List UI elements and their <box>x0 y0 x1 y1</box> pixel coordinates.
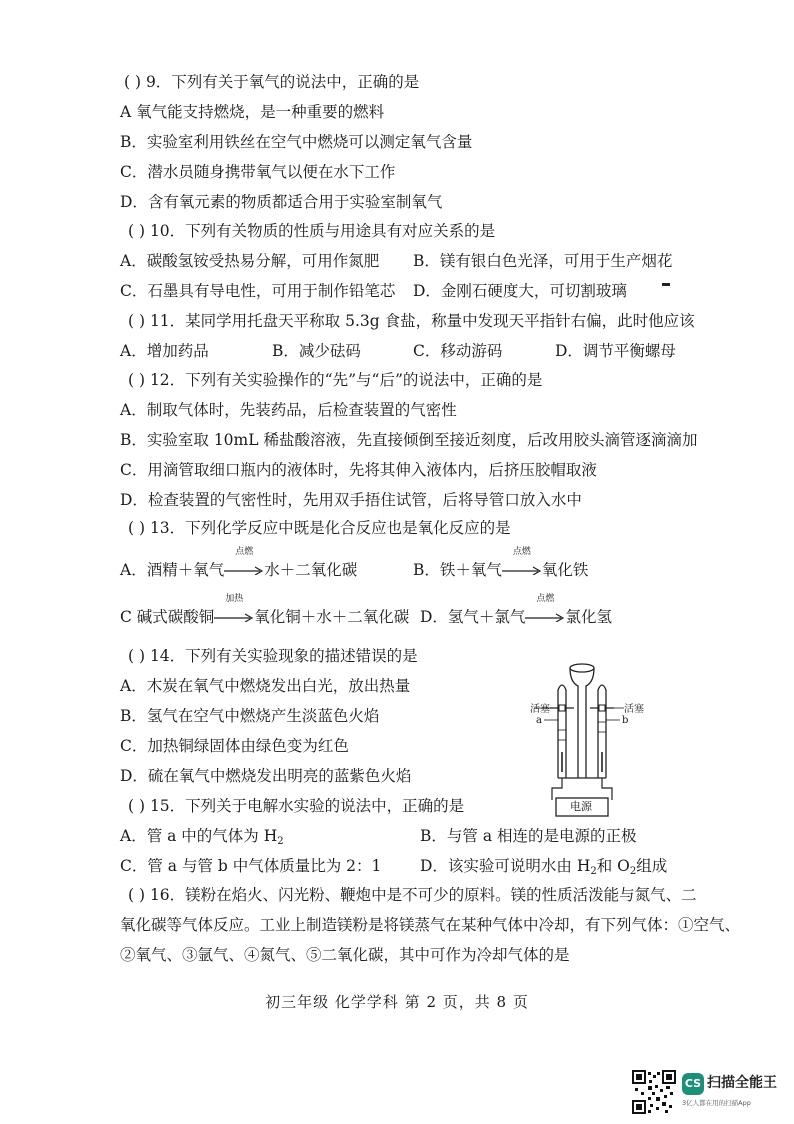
reaction-arrow-icon <box>525 612 565 622</box>
q11-option-d: D．调节平衡螺母 <box>555 342 676 360</box>
q13-b-reactants: B．铁＋氧气 <box>413 561 502 579</box>
q15-d-mid: 和 O <box>596 857 630 875</box>
q13-a-condition: 点燃 <box>235 547 254 557</box>
q16-line1: ( ) 16．镁粉在焰火、闪光粉、鞭炮中是不可少的原料。镁的性质活泼能与氮气、二 <box>128 886 697 904</box>
tube-a-label: a <box>536 715 542 726</box>
q15-option-d <box>420 856 667 882</box>
q9-option-c: C．潜水员随身携带氧气以便在水下工作 <box>120 163 396 181</box>
q15-a-text: A．管 a 中的气体为 H <box>120 827 278 845</box>
electrolysis-diagram <box>520 660 660 820</box>
reaction-arrow-icon <box>214 612 254 622</box>
scanner-app-name: 扫描全能王 <box>707 1075 777 1091</box>
q12-option-a: A．制取气体时，先装药品，后检查装置的气密性 <box>120 401 457 419</box>
reaction-arrow-icon <box>224 565 264 575</box>
tube-b-label: b <box>622 715 629 726</box>
q10-option-b: B．镁有银白色光泽，可用于生产烟花 <box>413 252 673 270</box>
q14-option-c: C．加热铜绿固体由绿色变为红色 <box>120 737 349 755</box>
q13-option-c <box>120 594 410 627</box>
q12-option-d: D．检查装置的气密性时，先用双手捂住试管，后将导管口放入水中 <box>120 491 582 509</box>
reaction-arrow-icon <box>502 565 542 575</box>
q13-c-arrow <box>214 594 254 627</box>
q9-stem: ( ) 9．下列有关于氧气的说法中，正确的是 <box>124 73 420 91</box>
q15-option-b: B．与管 a 相连的是电源的正极 <box>420 827 637 845</box>
left-valve-label: 活塞 <box>530 704 550 715</box>
power-supply-label: 电源 <box>570 800 592 813</box>
scanner-tagline: 3亿人都在用的扫描App <box>682 1099 751 1107</box>
q13-d-products: 氯化氢 <box>565 608 612 626</box>
q9-option-a: A 氧气能支持燃烧，是一种重要的燃料 <box>120 103 385 121</box>
q13-c-condition: 加热 <box>225 594 244 604</box>
q12-option-c: C．用滴管取细口瓶内的液体时，先将其伸入液体内，后挤压胶帽取液 <box>120 461 597 479</box>
electrolysis-apparatus-icon <box>520 660 660 820</box>
q15-d-sub2: 2 <box>629 866 637 877</box>
q13-option-b <box>413 547 589 580</box>
q13-c-reactants: C 碱式碳酸铜 <box>120 608 215 626</box>
q14-stem: ( ) 14．下列有关实验现象的描述错误的是 <box>128 647 418 665</box>
q13-a-products: 水＋二氧化碳 <box>264 561 358 579</box>
q14-option-d: D．硫在氧气中燃烧发出明亮的蓝紫色火焰 <box>120 767 412 785</box>
qr-code-icon <box>632 1070 676 1114</box>
q13-d-reactants: D．氢气＋氯气 <box>420 608 526 626</box>
q15-d-pre: D．该实验可说明水由 H <box>420 857 591 875</box>
q11-option-a: A．增加药品 <box>120 342 209 360</box>
q13-b-arrow <box>502 547 542 580</box>
q13-b-products: 氧化铁 <box>541 561 589 579</box>
q13-stem: ( ) 13．下列化学反应中既是化合反应也是氧化反应的是 <box>128 519 511 537</box>
q14-option-a: A．木炭在氧气中燃烧发出白光，放出热量 <box>120 677 411 695</box>
q10-stem: ( ) 10．下列有关物质的性质与用途具有对应关系的是 <box>128 222 496 240</box>
q15-option-a <box>120 826 284 852</box>
q15-option-c: C．管 a 与管 b 中气体质量比为 2：1 <box>120 857 382 875</box>
q12-option-b: B．实验室取 10mL 稀盐酸溶液，先直接倾倒至接近刻度，后改用胶头滴管逐滴滴加 <box>120 431 698 449</box>
q11-option-c: C．移动游码 <box>413 342 503 360</box>
q13-d-condition: 点燃 <box>536 594 555 604</box>
q11-option-b: B．减少砝码 <box>272 342 361 360</box>
q13-d-arrow <box>525 594 565 627</box>
q13-a-arrow <box>224 547 264 580</box>
camscanner-logo-icon: CS <box>682 1073 704 1095</box>
q9-option-d: D．含有氧元素的物质都适合用于实验室制氧气 <box>120 193 443 211</box>
q10-option-d: D．金刚石硬度大，可切割玻璃 <box>413 282 627 300</box>
q13-a-reactants: A．酒精＋氧气 <box>120 561 225 579</box>
page-footer: 初三年级 化学学科 第 2 页，共 8 页 <box>265 993 529 1011</box>
q15-a-subscript: 2 <box>277 836 284 847</box>
q15-d-post: 组成 <box>636 857 668 875</box>
q13-c-products: 氧化铜＋水＋二氧化碳 <box>254 608 410 626</box>
q13-option-a <box>120 547 358 580</box>
q12-stem: ( ) 12．下列有关实验操作的“先”与“后”的说法中，正确的是 <box>128 371 543 389</box>
q15-d-sub1: 2 <box>590 866 597 877</box>
scan-speck <box>662 283 670 286</box>
q16-line2: 氧化碳等气体反应。工业上制造镁粉是将镁蒸气在某种气体中冷却，有下列气体：①空气、 <box>120 916 741 934</box>
q14-option-b: B．氢气在空气中燃烧产生淡蓝色火焰 <box>120 707 380 725</box>
q11-stem: ( ) 11．某同学用托盘天平称取 5.3g 食盐，称量中发现天平指针右偏，此时他应该 <box>128 312 695 330</box>
right-valve-label: 活塞 <box>624 704 644 715</box>
q13-b-condition: 点燃 <box>512 547 531 557</box>
q13-option-d <box>420 594 612 627</box>
q16-line3: ②氧气、③氩气、④氮气、⑤二氧化碳，其中可作为冷却气体的是 <box>120 946 570 964</box>
q10-option-a: A．碳酸氢铵受热易分解，可用作氮肥 <box>120 252 380 270</box>
q10-option-c: C．石墨具有导电性，可用于制作铅笔芯 <box>120 282 396 300</box>
q15-stem: ( ) 15．下列关于电解水实验的说法中，正确的是 <box>128 797 465 815</box>
q9-option-b: B．实验室利用铁丝在空气中燃烧可以测定氧气含量 <box>120 133 473 151</box>
